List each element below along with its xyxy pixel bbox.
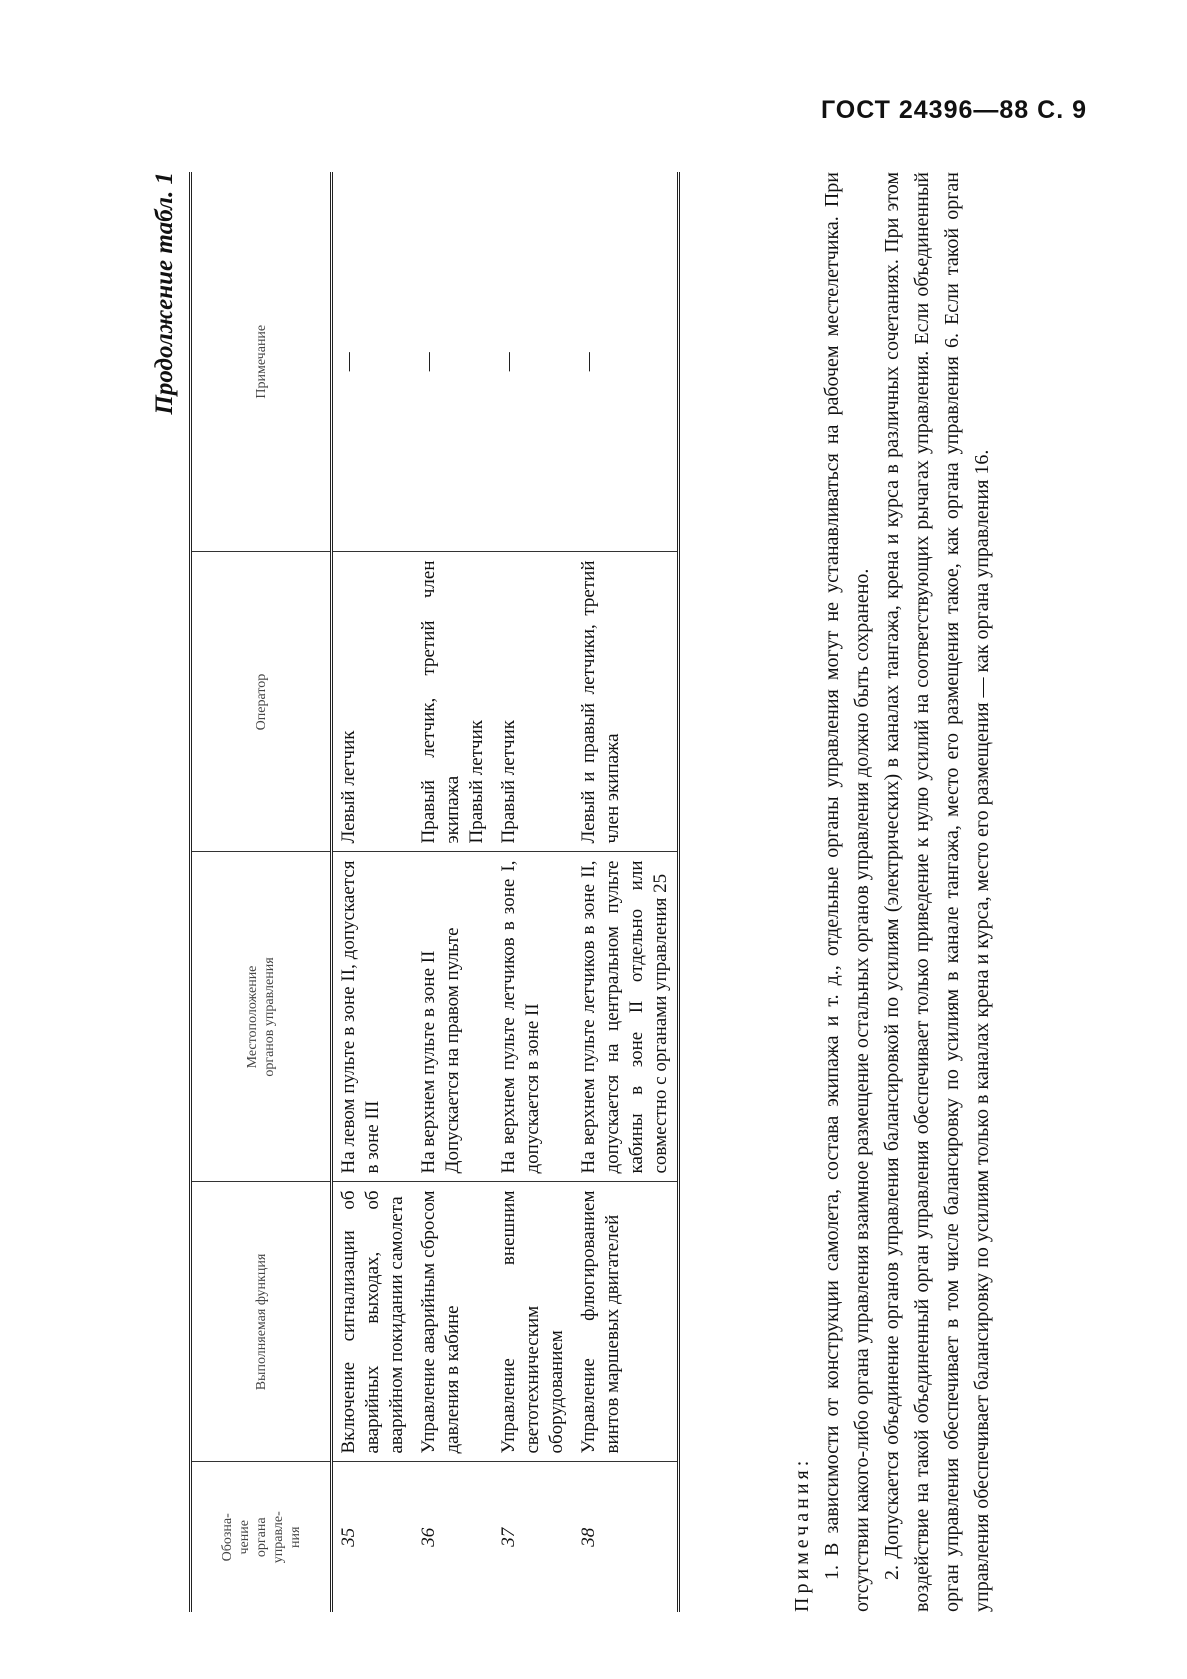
cell-location: На верхнем пульте летчиков в зоне II, допускается на центральном пульте кабины в зоне II отдельно или совместно с органами управления 25 xyxy=(573,852,679,1182)
cell-location: На левом пульте в зоне II, допускается в зоне III xyxy=(332,852,414,1182)
cell-id: 38 xyxy=(573,1462,679,1612)
cell-id: 36 xyxy=(418,1527,439,1547)
note-item-2: 2. Допускается объединение органов управления балансировкой по усилиям (электрических) в каналах тангажа, крена и курса в различных сочетаниях. При этом воздействие на такой объединенный орган управления обеспечивает только приведение к нулю усилий на соответствующих рычагах управления. Если объединенный орган управления обеспечивает в том числе балансировку по усилиям в канале тангажа, место его размещения такое, как органа управления 6. Если такой орган управления обеспечивает балансировку по усилиям только в каналах крена и курса, место его размещения — как органа управления 16. xyxy=(881,172,993,1612)
note-item-1: 1. В зависимости от конструкции самолета, состава экипажа и т. д., отдельные органы управления могут не устанавливаться на рабочем местелетчика. При отсутствии какого-либо органа управления взаимное размещение остальных органов управления должно быть сохранено. xyxy=(821,172,873,1612)
cell-operator: Правый летчик, третий член экипажа Правый летчик xyxy=(413,552,493,852)
col-header-operator: Оператор xyxy=(191,552,332,852)
table-row xyxy=(332,172,414,1612)
cell-location: На верхнем пульте летчиков в зоне I, допускается в зоне II xyxy=(493,852,573,1182)
rotated-page-content xyxy=(151,172,1055,1612)
col-header-note: Примечание xyxy=(191,172,332,552)
controls-table xyxy=(189,172,680,1612)
notes-section xyxy=(787,172,997,1612)
table-header-row xyxy=(191,172,332,1612)
cell-operator: Левый и правый летчики, третий член экипажа xyxy=(573,552,679,852)
table-caption: Продолжение табл. 1 xyxy=(151,172,178,415)
cell-id: 37 xyxy=(498,1527,519,1547)
cell-operator: Правый летчик xyxy=(493,552,573,852)
cell-function: Включение сигнализации об аварийных выходах, об аварийном покидании самолета xyxy=(332,1182,414,1462)
cell-location: На верхнем пульте в зоне II Допускается на правом пульте xyxy=(413,852,493,1182)
cell-note: — xyxy=(493,172,573,552)
col-header-location: Местоположение органов управления xyxy=(191,852,332,1182)
notes-title: Примечания: xyxy=(791,1456,813,1612)
col-header-function: Выполняемая функция xyxy=(191,1182,332,1462)
cell-note: — xyxy=(573,172,679,552)
col-header-designation: Обозна- чение органа управле- ния xyxy=(191,1462,332,1612)
cell-function: Управление внешним светотехническим оборудованием xyxy=(493,1182,573,1462)
cell-function: Управление аварийным сбросом давления в кабине xyxy=(413,1182,493,1462)
page-header: ГОСТ 24396—88 С. 9 xyxy=(820,96,1087,124)
cell-operator: Левый летчик xyxy=(332,552,414,852)
table-row xyxy=(493,172,573,1612)
cell-function: Управление флюгированием винтов маршевых двигателей xyxy=(573,1182,679,1462)
cell-note: — xyxy=(413,172,493,552)
table-row xyxy=(413,172,493,1612)
table-row xyxy=(573,172,679,1612)
cell-note: — xyxy=(332,172,414,552)
cell-id: 35 xyxy=(338,1527,359,1547)
